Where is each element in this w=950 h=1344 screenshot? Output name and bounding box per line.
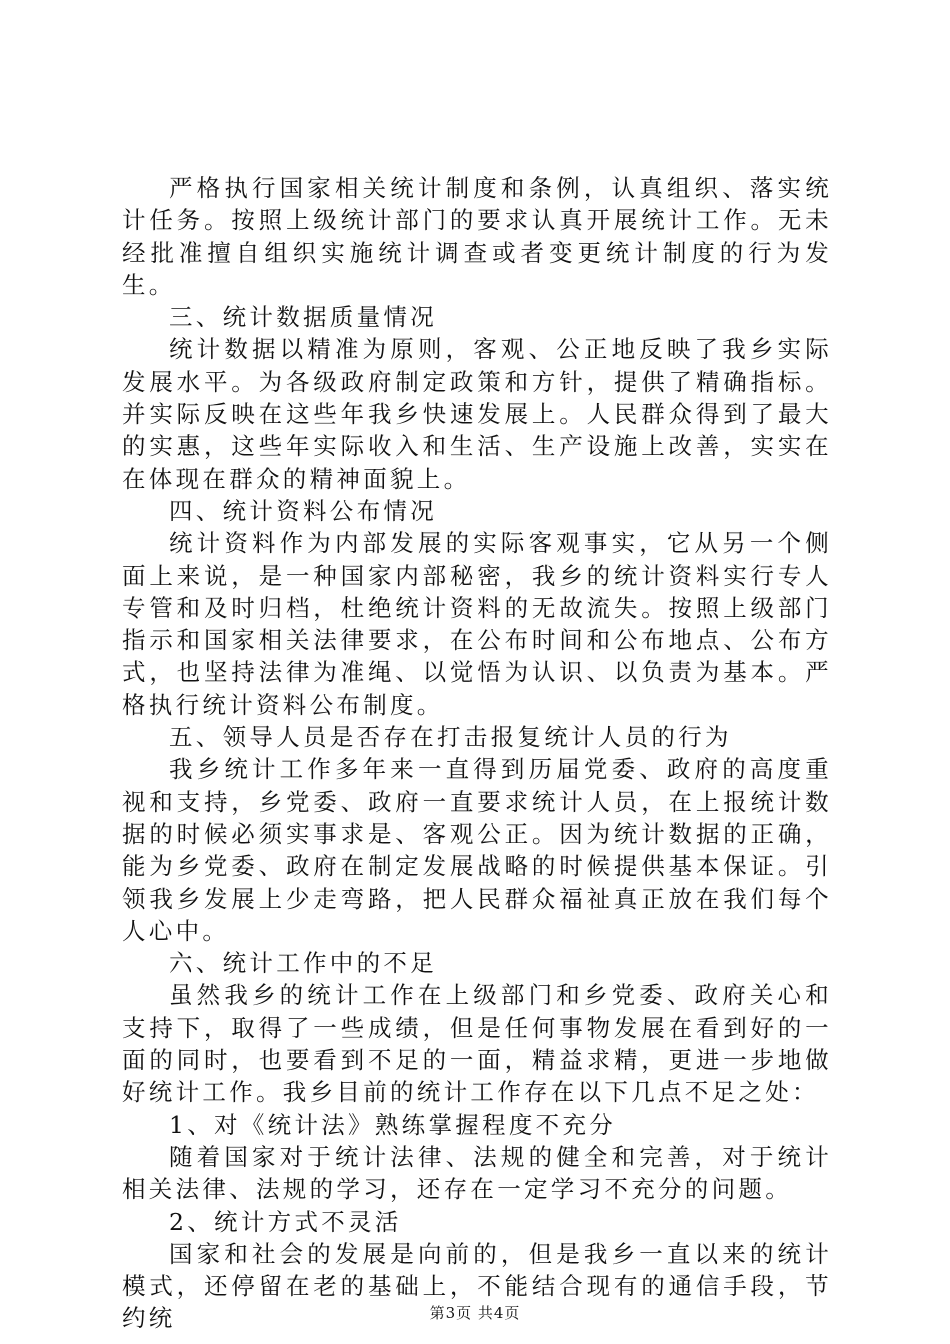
paragraph: 统计数据以精准为原则，客观、公正地反映了我乡实际发展水平。为各级政府制定政策和方针，提供了精确指标。并实际反映在这些年我乡快速发展上。人民群众得到了最大的实惠，这些年实际收入和生活、生产设施上改善，实实在在体现在群众的精神面貌上。 [122,335,832,493]
document-body [122,172,832,1335]
paragraph: 严格执行国家相关统计制度和条例，认真组织、落实统计任务。按照上级统计部门的要求认真开展统计工作。无未经批准擅自组织实施统计调查或者变更统计制度的行为发生。 [122,174,832,299]
paragraph: 国家和社会的发展是向前的，但是我乡一直以来的统计模式，还停留在老的基础上，不能结合现有的通信手段，节约统 [122,1239,832,1333]
page-footer: 第3页 共4页 [429,1304,521,1322]
subsection-heading: 2、统计方式不灵活 [169,1207,402,1236]
paragraph: 随着国家对于统计法律、法规的健全和完善，对于统计相关法律、法规的学习，还存在一定学习不充分的问题。 [122,1142,832,1204]
paragraph: 虽然我乡的统计工作在上级部门和乡党委、政府关心和支持下，取得了一些成绩，但是任何事物发展在看到好的一面的同时，也要看到不足的一面，精益求精，更进一步地做好统计工作。我乡目前的统计工作存在以下几点不足之处： [122,981,832,1107]
section-heading: 三、统计数据质量情况 [169,303,437,332]
section-heading: 六、统计工作中的不足 [169,949,437,978]
section-heading: 五、领导人员是否存在打击报复统计人员的行为 [169,723,732,752]
paragraph: 统计资料作为内部发展的实际客观事实，它从另一个侧面上来说，是一种国家内部秘密，我乡的统计资料实行专人专管和及时归档，杜绝统计资料的无故流失。按照上级部门指示和国家相关法律要求，在公布时间和公布地点、公布方式，也坚持法律为准绳、以觉悟为认识、以负责为基本。严格执行统计资料公布制度。 [122,529,832,719]
subsection-heading: 1、对《统计法》熟练掌握程度不充分 [169,1110,617,1139]
section-heading: 四、统计资料公布情况 [169,496,437,525]
paragraph: 我乡统计工作多年来一直得到历届党委、政府的高度重视和支持，乡党委、政府一直要求统计人员，在上报统计数据的时候必须实事求是、客观公正。因为统计数据的正确，能为乡党委、政府在制定发展战略的时候提供基本保证。引领我乡发展上少走弯路，把人民群众福祉真正放在我们每个人心中。 [122,755,832,945]
